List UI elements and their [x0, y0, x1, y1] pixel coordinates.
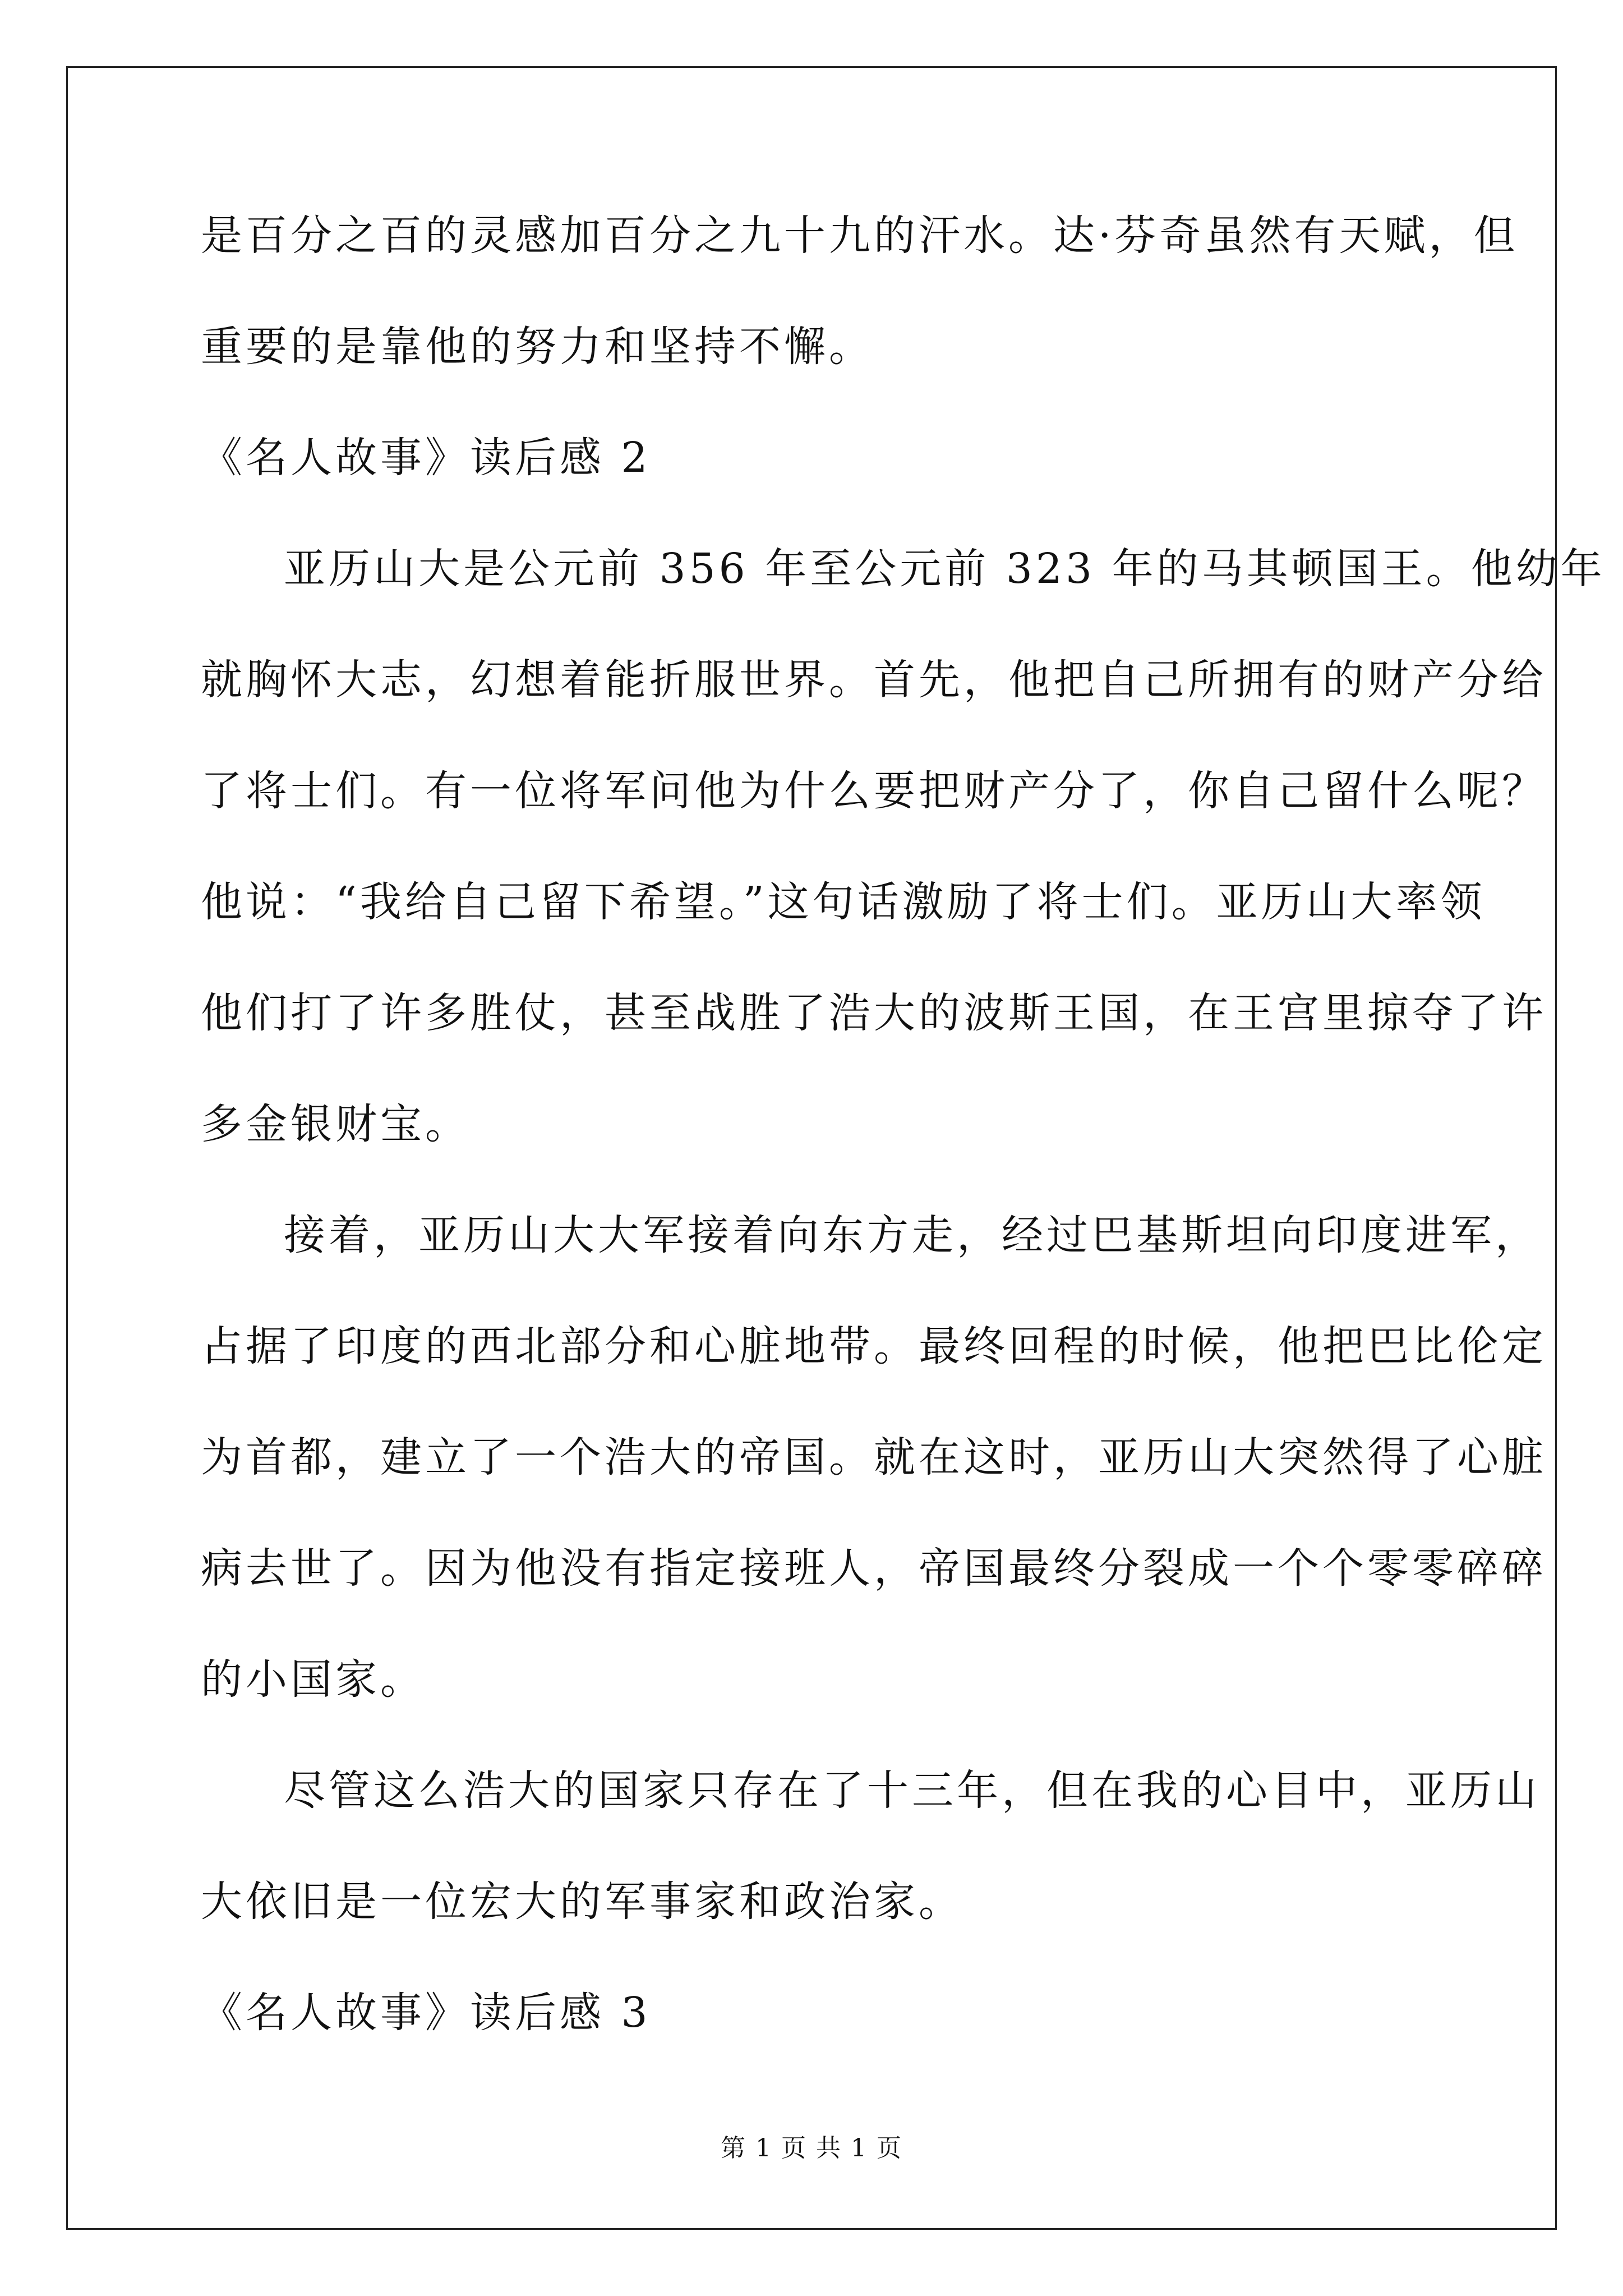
- text-line: 是百分之百的灵感加百分之九十九的汗水。达·芬奇虽然有天赋，但: [201, 211, 1519, 260]
- text-line: 重要的是靠他的努力和坚持不懈。: [201, 323, 874, 371]
- text-line: 病去世了。因为他没有指定接班人，帝国最终分裂成一个个零零碎碎: [201, 1544, 1547, 1593]
- page-footer: 第 1 页 共 1 页: [721, 2134, 902, 2162]
- paragraph-start: 尽管这么浩大的国家只存在了十三年，但在我的心目中，亚历山: [284, 1766, 1540, 1815]
- text-line: 就胸怀大志，幻想着能折服世界。首先，他把自己所拥有的财产分给: [201, 656, 1547, 704]
- text-line: 他们打了许多胜仗，甚至战胜了浩大的波斯王国，在王宫里掠夺了许: [201, 989, 1547, 1037]
- text-line: 了将士们。有一位将军问他为什么要把财产分了，你自己留什么呢？: [201, 767, 1547, 815]
- paragraph-start: 亚历山大是公元前 356 年至公元前 323 年的马其顿国王。他幼年: [284, 545, 1606, 593]
- text-line: 他说：“我给自己留下希望。”这句话激励了将士们。亚历山大率领: [201, 878, 1486, 926]
- text-line: 大依旧是一位宏大的军事家和政治家。: [201, 1878, 963, 1926]
- text-line: 占据了印度的西北部分和心脏地带。最终回程的时候，他把巴比伦定: [201, 1322, 1547, 1370]
- section-heading: 《名人故事》读后感 2: [201, 434, 651, 482]
- document-body: [201, 208, 1606, 2096]
- text-line: 多金银财宝。: [201, 1100, 470, 1148]
- text-line: 为首都，建立了一个浩大的帝国。就在这时，亚历山大突然得了心脏: [201, 1433, 1547, 1481]
- paragraph-start: 接着，亚历山大大军接着向东方走，经过巴基斯坦向印度进军，: [284, 1211, 1540, 1259]
- section-heading: 《名人故事》读后感 3: [201, 1989, 651, 2037]
- text-line: 的小国家。: [201, 1655, 425, 1704]
